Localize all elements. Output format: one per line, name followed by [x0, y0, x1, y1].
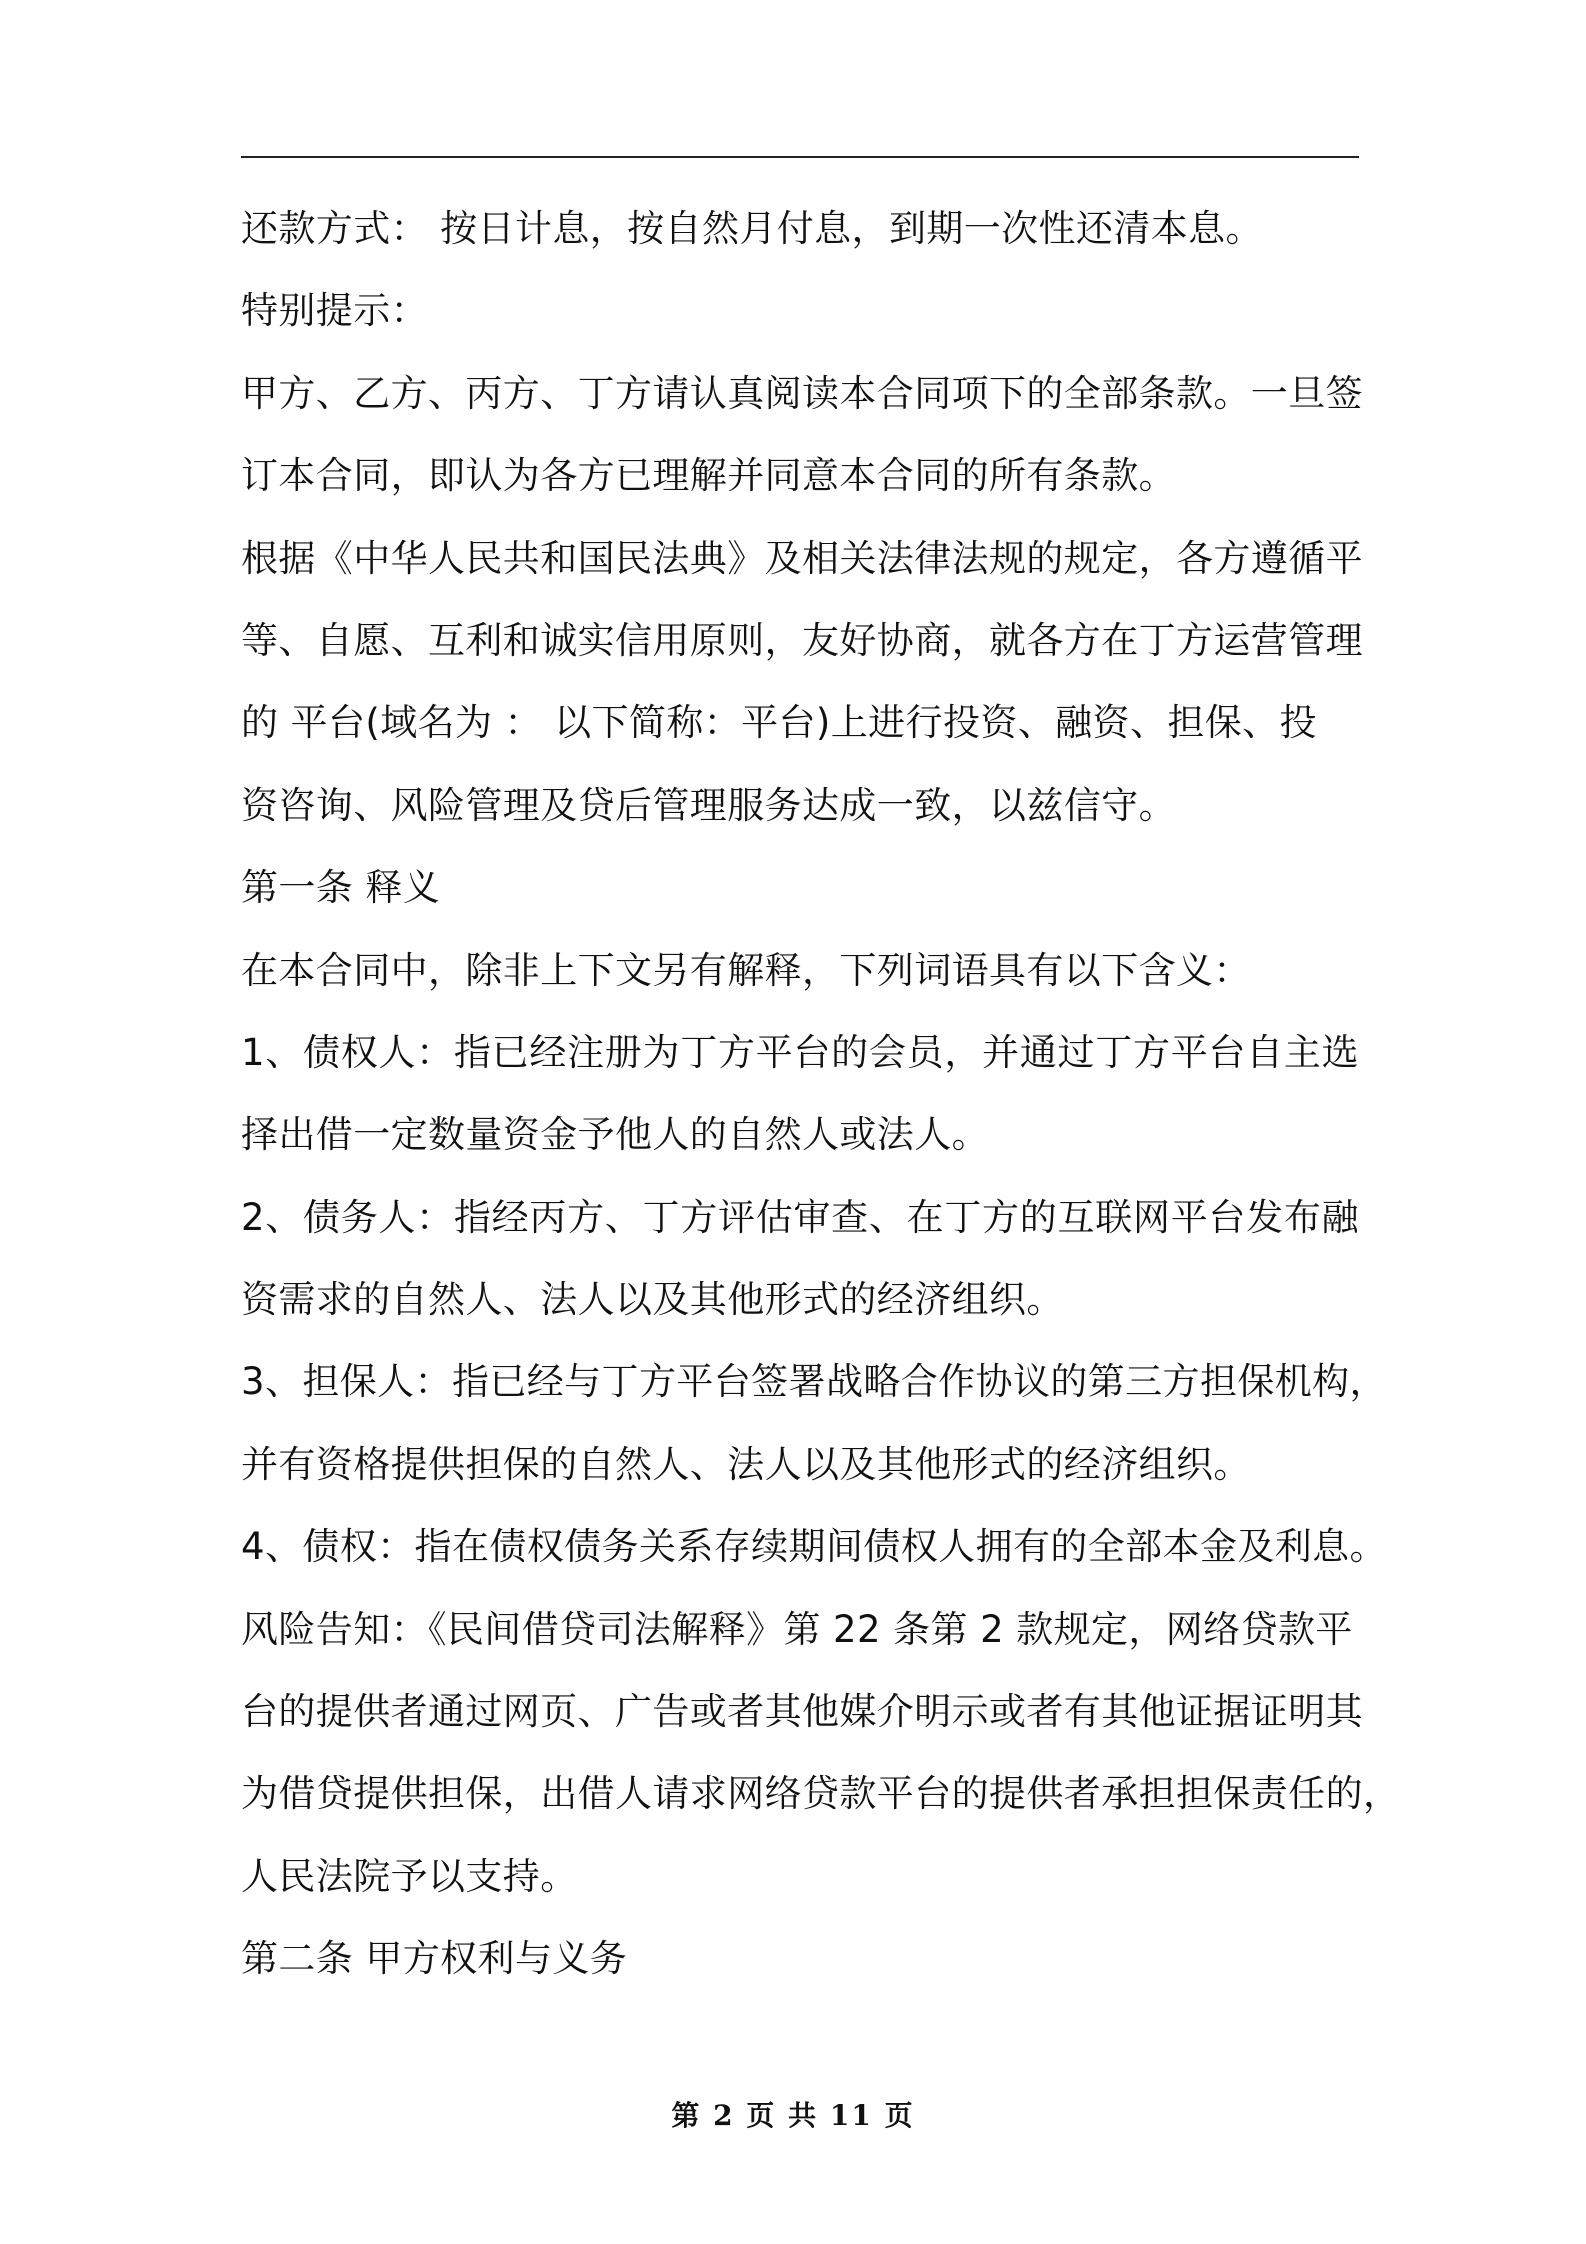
text-line: 甲方、乙方、丙方、丁方请认真阅读本合同项下的全部条款。一旦签 — [241, 371, 1363, 415]
text-line: 的 平台(域名为 ： 以下简称：平台)上进行投资、融资、担保、投 — [241, 701, 1317, 745]
header-rule — [241, 156, 1359, 158]
text-line: 3、担保人：指已经与丁方平台签署战略合作协议的第三方担保机构， — [241, 1360, 1387, 1404]
text-line: 等、自愿、互利和诚实信用原则，友好协商，就各方在丁方运营管理 — [241, 618, 1363, 662]
text-line: 择出借一定数量资金予他人的自然人或法人。 — [241, 1113, 989, 1157]
text-line: 资咨询、风险管理及贷后管理服务达成一致，以兹信守。 — [241, 783, 1176, 827]
text-line: 还款方式： 按日计息，按自然月付息，到期一次性还清本息。 — [241, 207, 1263, 250]
text-line: 根据《中华人民共和国民法典》及相关法律法规的规定，各方遵循平 — [241, 536, 1363, 580]
text-line: 特别提示： — [241, 289, 428, 333]
section-heading: 第二条 甲方权利与义务 — [241, 1937, 628, 1981]
text-line: 订本合同，即认为各方已理解并同意本合同的所有条款。 — [241, 454, 1176, 498]
body-text — [241, 188, 1401, 2001]
section-heading: 第一条 释义 — [241, 866, 441, 910]
text-line: 2、债务人：指经丙方、丁方评估审查、在丁方的互联网平台发布融 — [241, 1195, 1359, 1239]
text-line: 台的提供者通过网页、广告或者其他媒介明示或者有其他证据证明其 — [241, 1690, 1363, 1734]
text-line: 1、债权人：指已经注册为丁方平台的会员，并通过丁方平台自主选 — [241, 1030, 1359, 1074]
text-line: 资需求的自然人、法人以及其他形式的经济组织。 — [241, 1278, 1064, 1322]
text-line: 在本合同中，除非上下文另有解释，下列词语具有以下含义： — [241, 948, 1251, 992]
text-line: 人民法院予以支持。 — [241, 1854, 578, 1898]
page-number: 第 2 页 共 11 页 — [671, 2099, 915, 2132]
text-line: 为借贷提供担保，出借人请求网络贷款平台的提供者承担担保责任的， — [241, 1772, 1401, 1816]
text-line: 并有资格提供担保的自然人、法人以及其他形式的经济组织。 — [241, 1442, 1251, 1486]
text-line: 4、债权：指在债权债务关系存续期间债权人拥有的全部本金及利息。 — [241, 1525, 1387, 1569]
text-line: 风险告知：《民间借贷司法解释》第 22 条第 2 款规定，网络贷款平 — [241, 1607, 1353, 1651]
